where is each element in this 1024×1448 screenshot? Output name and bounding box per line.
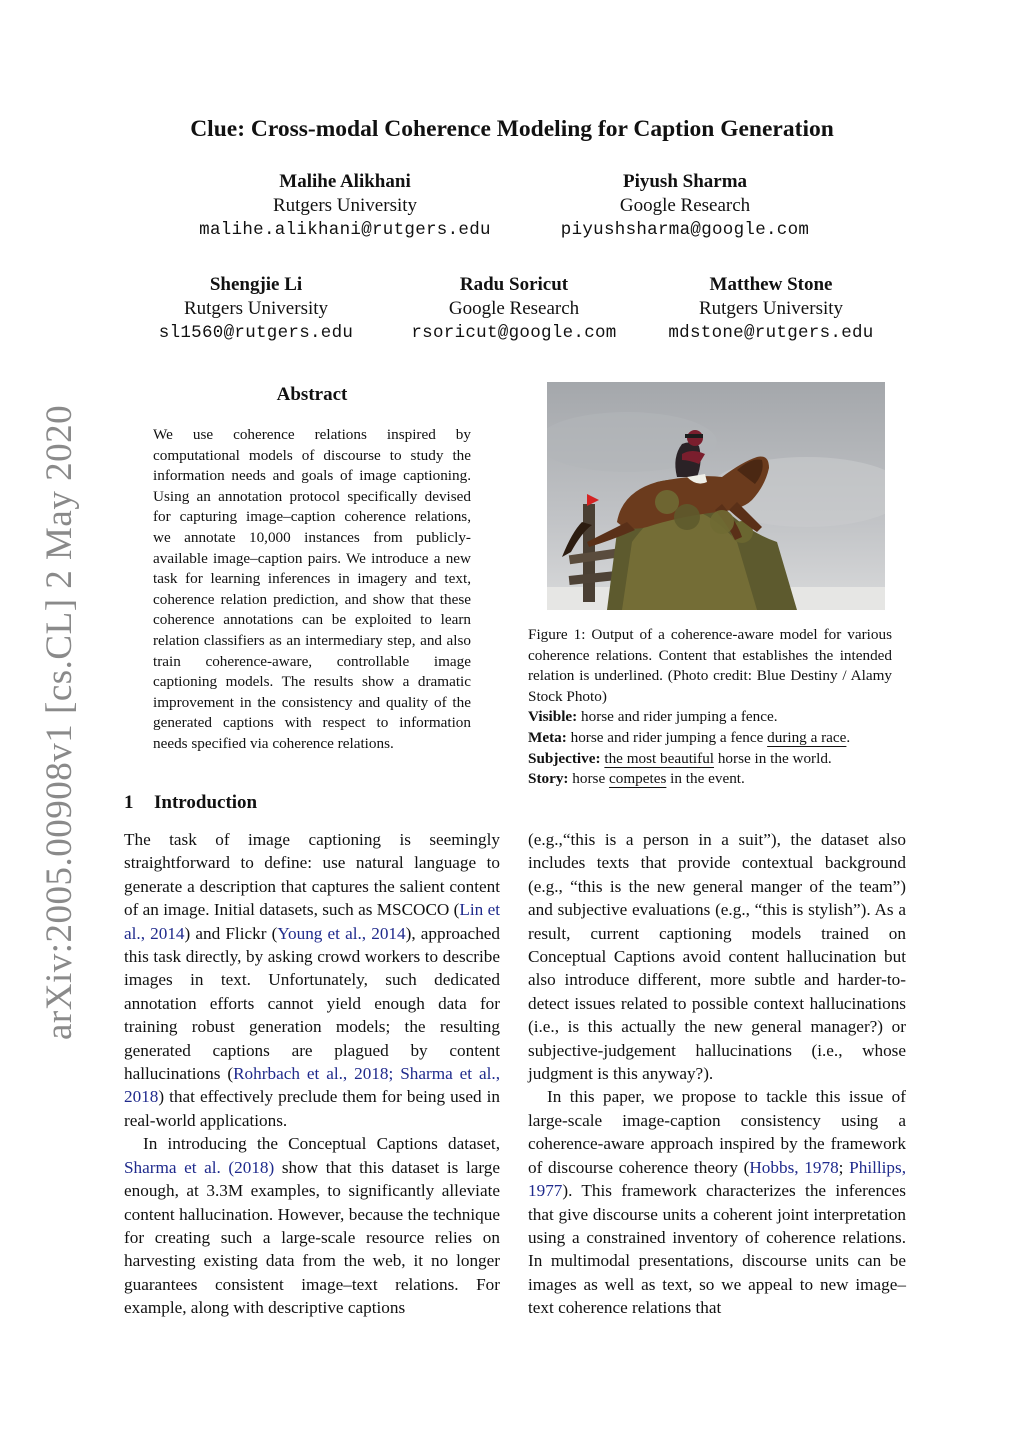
example-label: Story:	[528, 770, 569, 788]
arxiv-watermark: arXiv:2005.00908v1 [cs.CL] 2 May 2020	[39, 404, 80, 1040]
author-email[interactable]: rsoricut@google.com	[411, 323, 617, 343]
citation-link[interactable]: Young et al., 2014	[277, 923, 406, 943]
paragraph: In introducing the Conceptual Captions dataset, Sharma et al. (2018) show that this dataset is large enough, at 3.3M examples, to significantly alleviate content hallucination. However, because the technique for creating such a large-scale resource relies on harvesting existing data from the web, it no longer guarantees consistent image–text relations. For example, along with descriptive captions	[124, 1134, 500, 1318]
author-name: Matthew Stone	[709, 274, 833, 295]
author-block	[190, 170, 500, 242]
author-affiliation: Rutgers University	[183, 298, 329, 319]
underlined-phrase: during a race	[767, 728, 847, 746]
author-block	[652, 273, 890, 345]
caption-example: Story: horse competes in the event.	[528, 770, 745, 788]
author-block	[530, 170, 840, 242]
example-label: Meta:	[528, 728, 567, 746]
abstract-text: We use coherence relations inspired by computational models of discourse to study the information needs and goals of image captioning. Using an annotation protocol specifically devised for capturing image–caption coherence relations, we annotate 10,000 instances from publicly-available image–caption pairs. We introduce a new task for learning inferences in imagery and text, coherence relation prediction, and show that these coherence annotations can be exploited to learn relation classifiers as an intermediary step, and also train coherence-aware, controllable image captioning models. The results show a dramatic improvement in the consistency and quality of the generated captions with respect to information needs specified via coherence relations.	[153, 426, 471, 752]
author-block	[392, 273, 636, 345]
example-label: Visible:	[528, 708, 578, 726]
author-name: Malihe Alikhani	[279, 171, 411, 192]
figure-caption	[528, 625, 892, 790]
caption-example: Visible: horse and rider jumping a fence.	[528, 708, 778, 726]
caption-example: Subjective: the most beautiful horse in the world.	[528, 749, 832, 767]
caption-text: Figure 1: Output of a coherence-aware model for various coherence relations. Content that establishes the intended relation is underlined. (Photo credit: Blue Destiny / Alamy Stock Photo)	[528, 626, 892, 705]
author-email[interactable]: mdstone@rutgers.edu	[668, 323, 874, 343]
paragraph: (e.g.,“this is a person in a suit”), the dataset also includes texts that provide contextual background (e.g., “this is the new general manger of the team”) and subjective evaluations (e.g., “this is stylish”). As a result, current captioning models trained on Conceptual Captions avoid content hallucination but also introduce different, more subtle and harder-to-detect issues related to possible context hallucinations (i.e., is this actually the new general manager?) or subjective-judgement hallucinations (i.e., whose judgment is this anyway?).	[528, 830, 906, 1084]
paper-title: Clue: Cross-modal Coherence Modeling for Caption Generation	[190, 116, 834, 142]
author-affiliation: Google Research	[448, 298, 580, 319]
author-name: Radu Soricut	[459, 274, 569, 295]
caption-example: Meta: horse and rider jumping a fence during a race.	[528, 728, 851, 746]
section-number: 1	[124, 792, 134, 813]
abstract-heading: Abstract	[276, 384, 348, 405]
section-title: Introduction	[154, 792, 258, 813]
citation-link[interactable]: Sharma et al. (2018)	[124, 1157, 275, 1177]
author-email[interactable]: malihe.alikhani@rutgers.edu	[199, 220, 491, 240]
author-block	[140, 273, 372, 345]
paragraph: The task of image captioning is seemingly straightforward to define: use natural language to generate a description that captures the salient content of an image. Initial datasets, such as MSCOCO (Lin et al., 2014) and Flickr (Young et al., 2014), approached this task directly, by asking crowd workers to describe images in text. Unfortunately, such dedicated annotation efforts cannot yield enough data for training robust generation models; the resulting generated captions are plagued by content hallucinations (Rohrbach et al., 2018; Sharma et al., 2018) that effectively preclude them for being used in real-world applications.	[124, 830, 501, 1130]
section-heading	[124, 792, 257, 814]
citation-link[interactable]: Hobbs, 1978	[749, 1157, 839, 1177]
figure-photo	[547, 382, 885, 610]
horse-jump-photo-icon	[547, 382, 885, 610]
author-affiliation: Google Research	[619, 195, 751, 216]
author-email[interactable]: sl1560@rutgers.edu	[158, 323, 354, 343]
example-label: Subjective:	[528, 749, 601, 767]
left-column	[124, 828, 500, 1320]
author-email[interactable]: piyushsharma@google.com	[560, 220, 810, 240]
paragraph: In this paper, we propose to tackle this issue of large-scale image-caption consistency using a coherence-aware approach inspired by the framework of discourse coherence theory (Hobbs, 1978; Phillips, 1977). This framework characterizes the inferences that give discourse units a coherent joint interpretation using a constrained inventory of coherence relations. In multimodal presentations, discourse units can be images as well as text, so we appeal to new image–text coherence relations that	[528, 1087, 907, 1318]
underlined-phrase: the most beautiful	[604, 749, 715, 767]
citation-link[interactable]: Phillips, 1977	[528, 1157, 907, 1201]
author-name: Shengjie Li	[209, 274, 303, 295]
citation-link[interactable]: Rohrbach et al., 2018; Sharma et al., 2018	[124, 1064, 500, 1107]
underlined-phrase: competes	[609, 770, 667, 788]
citation-link[interactable]: Lin et al., 2014	[124, 900, 500, 943]
right-column	[528, 828, 906, 1320]
author-affiliation: Rutgers University	[272, 195, 418, 216]
author-name: Piyush Sharma	[622, 171, 748, 192]
author-affiliation: Rutgers University	[698, 298, 844, 319]
